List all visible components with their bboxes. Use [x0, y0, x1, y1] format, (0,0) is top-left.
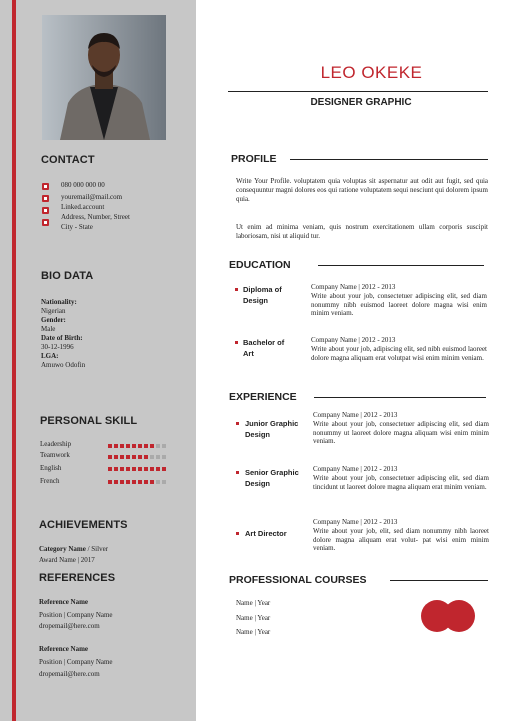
- achievement-category-level: / Silver: [85, 545, 109, 553]
- full-name: LEO OKEKE: [320, 63, 423, 82]
- bullet: [236, 471, 239, 474]
- education-company: Company Name | 2012 - 2013: [311, 336, 396, 344]
- skill-dot: [132, 467, 136, 471]
- education-description: Write about your job, consectetuer adipiscing elit, sed diam nonummy nibh euismod laoreet dolore magna wisi enim minim veniam.: [311, 291, 487, 318]
- skill-dot: [150, 467, 154, 471]
- education-title: [243, 284, 282, 306]
- phone-icon: [42, 183, 49, 190]
- profile-heading: PROFILE: [231, 153, 277, 165]
- achievements-heading: ACHIEVEMENTS: [39, 519, 128, 531]
- education-title-line2: Art: [243, 349, 254, 358]
- skill-dot: [156, 455, 160, 459]
- skill-dot: [120, 444, 124, 448]
- skill-dot: [138, 480, 142, 484]
- gender-label: Gender:: [41, 316, 66, 324]
- location-icon: [42, 219, 49, 226]
- course-item: Name | Year: [236, 599, 271, 607]
- skill-dot: [126, 444, 130, 448]
- skill-label: Leadership: [40, 440, 72, 448]
- nationality-value: Nigerian: [41, 307, 66, 315]
- skill-dot: [162, 444, 166, 448]
- contact-linkedin[interactable]: Linked.account: [61, 203, 105, 211]
- experience-divider: [314, 397, 486, 398]
- experience-title-line2: Design: [245, 479, 271, 488]
- job-role: DESIGNER GRAPHIC: [310, 97, 412, 108]
- experience-entry: [313, 518, 489, 553]
- education-entry: [311, 336, 487, 362]
- skill-dot: [144, 444, 148, 448]
- skill-dot: [132, 455, 136, 459]
- skill-dot: [132, 444, 136, 448]
- achievement-award: Award Name | 2017: [39, 556, 95, 564]
- experience-company: Company Name | 2012 - 2013: [313, 465, 398, 473]
- education-company: Company Name | 2012 - 2013: [311, 283, 396, 291]
- experience-title-line1: Art Director: [245, 529, 287, 538]
- skill-dot: [126, 455, 130, 459]
- experience-entry: [313, 465, 489, 491]
- course-item: Name | Year: [236, 614, 271, 622]
- skill-label: Teamwork: [40, 451, 70, 459]
- skill-label: French: [40, 477, 60, 485]
- education-entry: [311, 283, 487, 318]
- skill-dot: [120, 480, 124, 484]
- contact-heading: CONTACT: [41, 154, 95, 166]
- experience-company: Company Name | 2012 - 2013: [313, 518, 398, 526]
- name-divider: [228, 91, 488, 92]
- experience-title: [245, 418, 298, 440]
- skill-dot: [162, 455, 166, 459]
- contact-address-line2: City - State: [61, 223, 93, 231]
- skill-dot: [108, 444, 112, 448]
- skill-dot: [126, 467, 130, 471]
- experience-entry: [313, 411, 489, 446]
- reference-position: Position | Company Name: [39, 658, 113, 666]
- skill-dot: [108, 455, 112, 459]
- sidebar-accent-line: [12, 0, 16, 721]
- skill-dot: [108, 480, 112, 484]
- experience-heading: EXPERIENCE: [229, 391, 297, 403]
- bullet: [235, 341, 238, 344]
- skill-dot: [114, 455, 118, 459]
- skill-dot: [150, 444, 154, 448]
- experience-title: [245, 528, 287, 539]
- mail-icon: [42, 195, 49, 202]
- education-divider: [318, 265, 484, 266]
- reference-email[interactable]: dropemail@here.com: [39, 622, 100, 630]
- skill-dot: [144, 467, 148, 471]
- skill-dot: [150, 455, 154, 459]
- gender-value: Male: [41, 325, 56, 333]
- skill-dot: [114, 444, 118, 448]
- dob-label: Date of Birth:: [41, 334, 83, 342]
- reference-position: Position | Company Name: [39, 611, 113, 619]
- skill-dot: [138, 444, 142, 448]
- experience-description: Write about your job, consectetuer adipiscing elit, sed diam tincidunt ut laoreet dolore magna aliquam erat minim veniam.: [313, 473, 489, 491]
- skill-dot: [156, 480, 160, 484]
- skill-dot: [156, 467, 160, 471]
- profile-divider: [290, 159, 488, 160]
- contact-phone: 080 000 000 00: [61, 181, 105, 189]
- profile-photo: [42, 15, 166, 140]
- skill-label: English: [40, 464, 62, 472]
- experience-title-line1: Junior Graphic: [245, 419, 299, 428]
- education-title-line1: Bachelor of: [243, 338, 285, 347]
- courses-heading: PROFESSIONAL COURSES: [229, 574, 367, 586]
- skill-dot: [162, 480, 166, 484]
- skill-dot: [156, 444, 160, 448]
- education-heading: EDUCATION: [229, 259, 291, 271]
- skills-heading: PERSONAL SKILL: [40, 415, 138, 427]
- bullet: [236, 532, 239, 535]
- education-title: [243, 337, 284, 359]
- course-item: Name | Year: [236, 628, 271, 636]
- lga-value: Amuwo Odofin: [41, 361, 86, 369]
- bio-heading: BIO DATA: [41, 270, 94, 282]
- nationality-label: Nationality:: [41, 298, 77, 306]
- skill-dot: [162, 467, 166, 471]
- decorative-circles-icon: [420, 598, 478, 634]
- bullet: [236, 422, 239, 425]
- skill-dot: [132, 480, 136, 484]
- reference-name: Reference Name: [39, 598, 89, 606]
- skill-dot: [120, 455, 124, 459]
- skill-dot: [150, 480, 154, 484]
- experience-description: Write about your job, elit, sed diam nonummy nibh laoreet dolore magna aliquam erat volut- pat wisi enim minim veniam.: [313, 526, 489, 553]
- experience-title-line1: Senior Graphic: [245, 468, 299, 477]
- skill-dot: [144, 455, 148, 459]
- contact-address-line1: Address, Number, Street: [61, 213, 130, 221]
- skill-dot: [120, 467, 124, 471]
- skill-dot: [138, 467, 142, 471]
- dob-value: 30-12-1996: [41, 343, 74, 351]
- skill-dot: [114, 467, 118, 471]
- bullet: [235, 288, 238, 291]
- education-title-line1: Diploma of: [243, 285, 282, 294]
- experience-title: [245, 467, 299, 489]
- experience-description: Write about your job, consectetuer adipiscing elit, sed diam nonummy ut laoreet dolore magna aliquam wisi enim minim veniam.: [313, 419, 489, 446]
- linkedin-icon: [42, 207, 49, 214]
- education-description: Write about your job, adipiscing elit, sed nibh euismod laoreet dolore magna aliquam erat volutpat wisi enim minim veniam.: [311, 344, 487, 362]
- experience-title-line2: Design: [245, 430, 271, 439]
- achievement-category-name: Category Name: [39, 545, 86, 553]
- profile-paragraph-1: Write Your Profile. voluptatem quia voluptas sit aspernatur aut odit aut fugit, sed quia consequuntur magni dolores eos qui ratione voluptatem sequi nesciunt qui dolorem ipsum quia.: [236, 177, 488, 203]
- profile-paragraph-2: Ut enim ad minima veniam, quis nostrum exercitationem ullam corporis suscipit laboriosam, nisi ut aliquid tur.: [236, 223, 488, 240]
- skill-dot: [138, 455, 142, 459]
- skill-dot: [114, 480, 118, 484]
- reference-email[interactable]: dropemail@here.com: [39, 670, 100, 678]
- skill-dot: [108, 467, 112, 471]
- achievement-category: [39, 545, 108, 554]
- education-title-line2: Design: [243, 296, 269, 305]
- reference-name: Reference Name: [39, 645, 89, 653]
- lga-label: LGA:: [41, 352, 59, 360]
- references-heading: REFERENCES: [39, 572, 116, 584]
- skill-dot: [126, 480, 130, 484]
- courses-divider: [390, 580, 488, 581]
- experience-company: Company Name | 2012 - 2013: [313, 411, 398, 419]
- skill-dot: [144, 480, 148, 484]
- contact-email[interactable]: youremail@mail.com: [61, 193, 123, 201]
